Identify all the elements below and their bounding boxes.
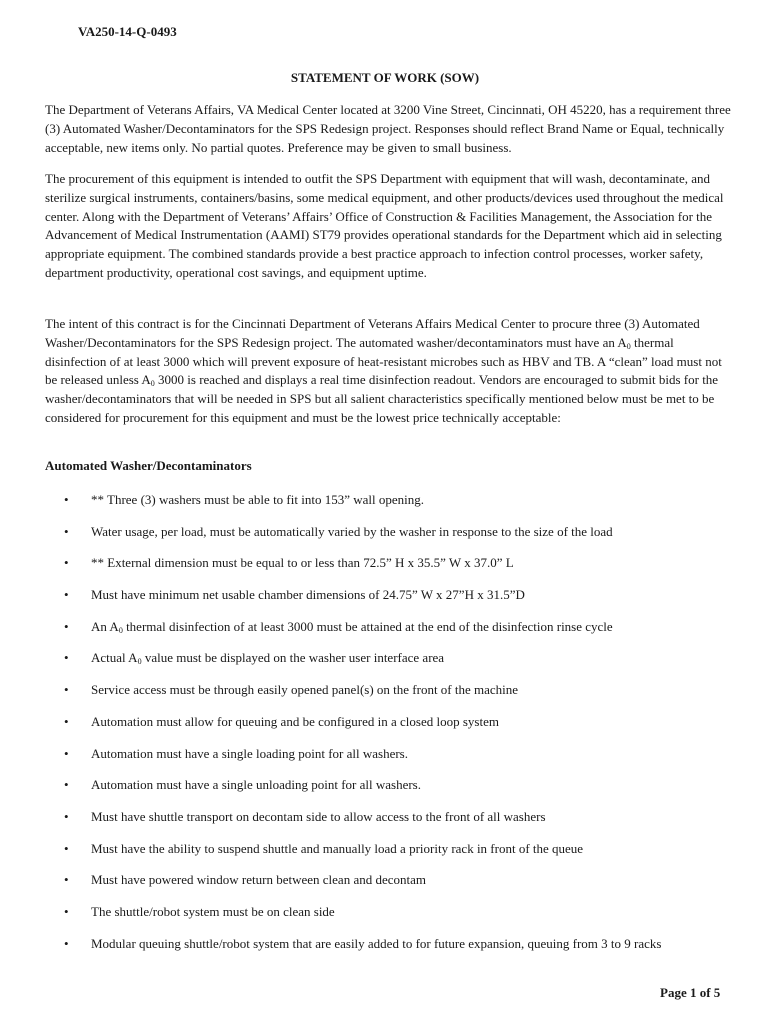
bullet-icon: • xyxy=(64,935,69,951)
bullet-icon: • xyxy=(64,492,69,507)
page-number: Page 1 of 5 xyxy=(660,985,721,1000)
document-id: VA250-14-Q-0493 xyxy=(78,24,177,39)
requirements-list xyxy=(0,484,770,959)
list-item: • Automation must have a single loading point for all washers. xyxy=(0,738,770,770)
list-item: • Automation must have a single unloading point for all washers. xyxy=(0,769,770,801)
list-item: • Water usage, per load, must be automatically varied by the washer in response to the size of the load xyxy=(0,516,770,548)
bullet-icon: • xyxy=(64,745,69,761)
bullet-icon: • xyxy=(64,682,69,698)
list-item: • Must have shuttle transport on decontam side to allow access to the front of all washers xyxy=(0,801,770,833)
list-item: • Must have the ability to suspend shuttle and manually load a priority rack in front of the queue xyxy=(0,833,770,865)
list-item: • Actual $A_0$ value must be displayed on the washer user interface area xyxy=(0,642,770,674)
bullet-icon: • xyxy=(64,808,69,824)
bullet-icon: • xyxy=(64,618,69,634)
list-item: • Service access must be through easily opened panel(s) on the front of the machine xyxy=(0,674,770,706)
list-item: • Must have minimum net usable chamber dimensions of 24.75” W x 27”H x 31.5”D xyxy=(0,579,770,611)
list-item: • ** External dimension must be equal to or less than 72.5” H x 35.5” W x 37.0” L xyxy=(0,547,770,579)
section-heading: Automated Washer/Decontaminators xyxy=(45,458,252,473)
bullet-icon: • xyxy=(64,872,69,888)
intent-paragraph: The intent of this contract is for the Cincinnati Department of Veterans Affairs Medical Center to procure three (3) Automated Washer/Decontaminators for the SPS Redesign project. The automated washer/decontaminators must have an $A_0$ thermal disinfection of at least 3000 which will prevent exposure of heat-resistant microbes such as HBV and TB. A “clean” load must not be released unless $A_0$ 3000 is reached and displays a real time disinfection readout. Vendors are encouraged to submit bids for the washer/decontaminators that will be needed in SPS but all salient characteristics specifically mentioned below must be met to be considered for procurement for this equipment and must be the lowest price technically acceptable: xyxy=(45,316,722,425)
list-item: • An $A_0$ thermal disinfection of at least 3000 must be attained at the end of the disinfection rinse cycle xyxy=(0,611,770,643)
list-item: • Modular queuing shuttle/robot system that are easily added to for future expansion, queuing from 3 to 9 racks xyxy=(0,928,770,960)
bullet-icon: • xyxy=(64,903,69,919)
bullet-icon: • xyxy=(64,713,69,729)
list-item: • The shuttle/robot system must be on clean side xyxy=(0,896,770,928)
intro-paragraph: The Department of Veterans Affairs, VA Medical Center located at 3200 Vine Street, Cincinnati, OH 45220, has a requirement three (3) Automated Washer/Decontaminators for the SPS Redesign project. Responses should reflect Brand Name or Equal, technically acceptable, new items only. No partial quotes. Preference may be given to small business. xyxy=(45,102,731,155)
list-item: • Automation must allow for queuing and be configured in a closed loop system xyxy=(0,706,770,738)
bullet-icon: • xyxy=(64,777,69,793)
list-item: • ** Three (3) washers must be able to fit into 153” wall opening. xyxy=(0,484,770,516)
bullet-icon: • xyxy=(64,650,69,666)
document-title: STATEMENT OF WORK (SOW) xyxy=(290,70,480,85)
bullet-icon: • xyxy=(64,523,69,539)
bullet-icon: • xyxy=(64,840,69,856)
list-item: • Must have powered window return between clean and decontam xyxy=(0,864,770,896)
bullet-icon: • xyxy=(64,587,69,603)
procurement-paragraph: The procurement of this equipment is intended to outfit the SPS Department with equipment that will wash, decontaminate, and sterilize surgical instruments, containers/basins, some medical equipment, and other products/devices used throughout the medical center. Along with the Department of Veterans’ Affairs’ Office of Construction & Facilities Management, the Association for the Advancement of Medical Instrumentation (AAMI) ST79 provides operational standards for the Department which aid in selecting appropriate equipment. The combined standards provide a best practice approach to infection control processes, worker safety, department productivity, operational cost savings, and equipment uptime. xyxy=(45,171,724,280)
bullet-icon: • xyxy=(64,555,69,571)
